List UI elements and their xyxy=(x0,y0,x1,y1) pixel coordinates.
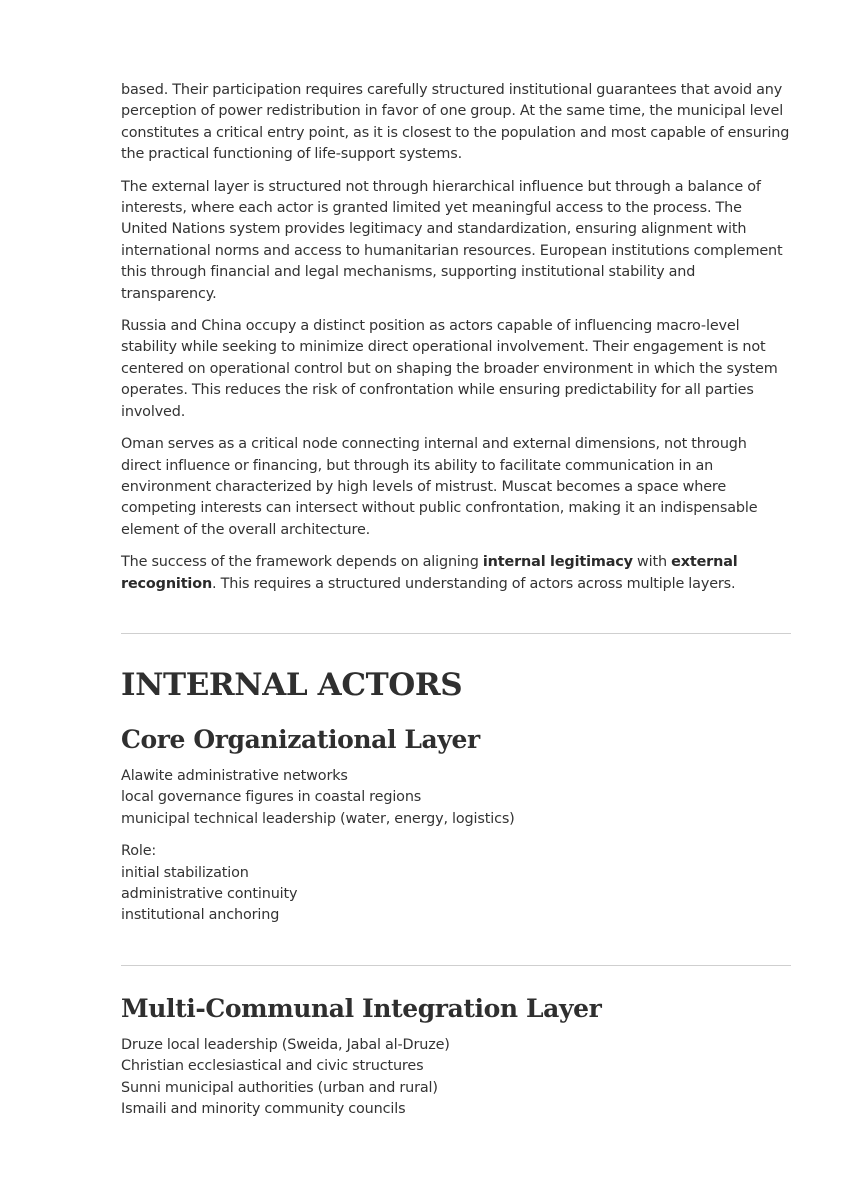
internal-legitimacy-emphasis: internal legitimacy xyxy=(482,554,633,571)
core-layer-title: Core Organizational Layer xyxy=(121,724,480,754)
layer-divider xyxy=(121,965,791,966)
core-layer-roles xyxy=(121,841,791,927)
success-text-2: with xyxy=(632,554,672,571)
intro-paragraph-1: based. Their participation requires carefully structured institutional guarantees that avoid any perception of power redistribution in favor of one group. At the same time, the municipal level constitutes a critical entry point, as it is closest to the population and most capable of ensuring the practical functioning of life-support systems. xyxy=(121,82,790,163)
success-text-3: . This requires a structured understanding of actors across multiple layers. xyxy=(212,575,736,592)
core-layer-actors xyxy=(121,766,791,830)
list-item: Druze local leadership (Sweida, Jabal al-Druze) xyxy=(121,1036,450,1053)
section-title: INTERNAL ACTORS xyxy=(121,666,463,703)
list-item: municipal technical leadership (water, energy, logistics) xyxy=(121,810,515,827)
intro-paragraph-4: Oman serves as a critical node connecting internal and external dimensions, not through direct influence or financing, but through its ability to facilitate communication in an environment characterized by high levels of mistrust. Muscat becomes a space where competing interests can intersect without public confrontation, making it an indispensable element of the overall architecture. xyxy=(121,436,758,538)
intro-paragraph-2: The external layer is structured not through hierarchical influence but through a balance of interests, where each actor is granted limited yet meaningful access to the process. The United Nations system provides legitimacy and standardization, ensuring alignment with international norms and access to humanitarian resources. European institutions complement this through financial and legal mechanisms, supporting institutional stability and transparency. xyxy=(121,178,783,302)
document-page xyxy=(121,80,791,1120)
list-item: Sunni municipal authorities (urban and rural) xyxy=(121,1079,438,1096)
list-item: Alawite administrative networks xyxy=(121,767,348,784)
success-paragraph xyxy=(121,552,791,595)
list-item: Christian ecclesiastical and civic structures xyxy=(121,1058,424,1075)
role-label: Role: xyxy=(121,843,157,860)
list-item: initial stabilization xyxy=(121,864,249,881)
section-divider xyxy=(121,633,791,634)
external-recognition-emphasis: external recognition xyxy=(121,554,738,592)
success-text-1: The success of the framework depends on aligning xyxy=(121,554,483,571)
list-item: institutional anchoring xyxy=(121,907,280,924)
multi-layer-title: Multi-Communal Integration Layer xyxy=(121,993,602,1023)
list-item: Ismaili and minority community councils xyxy=(121,1101,406,1117)
multi-layer-actors xyxy=(121,1035,791,1121)
list-item: local governance figures in coastal regions xyxy=(121,789,422,806)
list-item: administrative continuity xyxy=(121,885,298,902)
intro-paragraph-3: Russia and China occupy a distinct position as actors capable of influencing macro-level stability while seeking to minimize direct operational involvement. Their engagement is not centered on operational control but on shaping the broader environment in which the system operates. This reduces the risk of confrontation while ensuring predictability for all parties involved. xyxy=(121,318,778,420)
